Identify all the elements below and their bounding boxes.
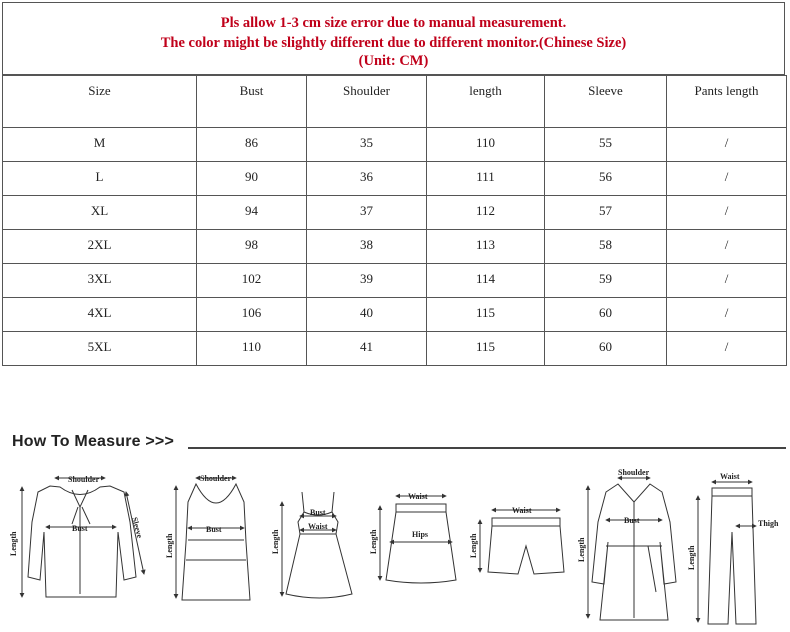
label-waist-3: Waist — [308, 522, 328, 531]
table-cell: 110 — [427, 128, 545, 162]
tank-top-figure — [176, 478, 250, 600]
table-cell: 38 — [307, 230, 427, 264]
shorts-figure — [480, 510, 564, 574]
table-header-cell: Size — [3, 76, 197, 128]
table-cell: 115 — [427, 298, 545, 332]
table-cell: M — [3, 128, 197, 162]
table-row — [3, 332, 787, 366]
title-divider — [188, 447, 786, 449]
table-row — [3, 196, 787, 230]
label-hips-4: Hips — [412, 530, 429, 539]
table-cell: 4XL — [3, 298, 197, 332]
label-sleeve-1: Sleeve — [130, 516, 145, 540]
label-length-5: Length — [469, 533, 478, 558]
table-header-cell: Shoulder — [307, 76, 427, 128]
label-length-4: Length — [369, 529, 378, 554]
label-thigh-7: Thigh — [758, 519, 779, 528]
table-cell: 35 — [307, 128, 427, 162]
table-cell: 59 — [545, 264, 667, 298]
label-shoulder-1: Shoulder — [68, 475, 100, 484]
table-header-cell: length — [427, 76, 545, 128]
table-cell: 58 — [545, 230, 667, 264]
label-length-7: Length — [687, 545, 696, 570]
table-cell: / — [667, 230, 787, 264]
table-cell: 98 — [197, 230, 307, 264]
table-header-cell: Bust — [197, 76, 307, 128]
table-cell: / — [667, 332, 787, 366]
table-cell: 110 — [197, 332, 307, 366]
table-cell: 39 — [307, 264, 427, 298]
table-cell: 86 — [197, 128, 307, 162]
table-cell: / — [667, 264, 787, 298]
label-length-3: Length — [271, 529, 280, 554]
label-shoulder-2: Shoulder — [200, 474, 232, 483]
table-header-cell: Sleeve — [545, 76, 667, 128]
table-cell: / — [667, 128, 787, 162]
label-waist-7: Waist — [720, 472, 740, 481]
size-notice-box — [2, 2, 785, 75]
label-bust-2: Bust — [206, 525, 222, 534]
label-shoulder-6: Shoulder — [618, 468, 650, 477]
pants-figure — [698, 482, 756, 624]
how-to-measure-title: How To Measure >>> — [12, 433, 175, 450]
trench-coat-figure — [588, 478, 676, 620]
label-bust-3: Bust — [310, 508, 326, 517]
notice-error-line: Pls allow 1-3 cm size error due to manual measurement. — [220, 15, 567, 31]
table-cell: XL — [3, 196, 197, 230]
label-waist-4: Waist — [408, 492, 428, 501]
table-cell: 60 — [545, 298, 667, 332]
table-cell: 36 — [307, 162, 427, 196]
table-row — [3, 230, 787, 264]
table-cell: 56 — [545, 162, 667, 196]
table-cell: 106 — [197, 298, 307, 332]
table-cell: 3XL — [3, 264, 197, 298]
table-cell: 41 — [307, 332, 427, 366]
label-length-2: Length — [165, 533, 174, 558]
blouse-figure — [22, 478, 144, 597]
table-cell: 5XL — [3, 332, 197, 366]
table-cell: 57 — [545, 196, 667, 230]
size-chart-table — [2, 75, 787, 366]
notice-unit-line: (Unit: CM) — [358, 53, 429, 69]
table-cell: / — [667, 162, 787, 196]
table-cell: 55 — [545, 128, 667, 162]
label-bust-6: Bust — [624, 516, 640, 525]
table-cell: 37 — [307, 196, 427, 230]
skirt-figure — [380, 496, 456, 583]
table-cell: 112 — [427, 196, 545, 230]
table-row — [3, 128, 787, 162]
table-header-cell: Pants length — [667, 76, 787, 128]
label-length-1: Length — [9, 531, 18, 556]
table-cell: 90 — [197, 162, 307, 196]
measurement-figures — [0, 462, 790, 632]
table-header-row — [3, 76, 787, 128]
table-cell: 114 — [427, 264, 545, 298]
table-cell: 60 — [545, 332, 667, 366]
table-cell: L — [3, 162, 197, 196]
table-row — [3, 162, 787, 196]
table-cell: 102 — [197, 264, 307, 298]
table-cell: / — [667, 196, 787, 230]
table-row — [3, 264, 787, 298]
table-cell: 2XL — [3, 230, 197, 264]
table-cell: 113 — [427, 230, 545, 264]
table-row — [3, 298, 787, 332]
table-cell: 94 — [197, 196, 307, 230]
table-cell: 115 — [427, 332, 545, 366]
label-waist-5: Waist — [512, 506, 532, 515]
table-cell: 40 — [307, 298, 427, 332]
table-cell: 111 — [427, 162, 545, 196]
label-length-6: Length — [577, 537, 586, 562]
notice-color-line: The color might be slightly different due to different monitor.(Chinese Size) — [160, 35, 627, 51]
table-cell: / — [667, 298, 787, 332]
label-bust-1: Bust — [72, 524, 88, 533]
